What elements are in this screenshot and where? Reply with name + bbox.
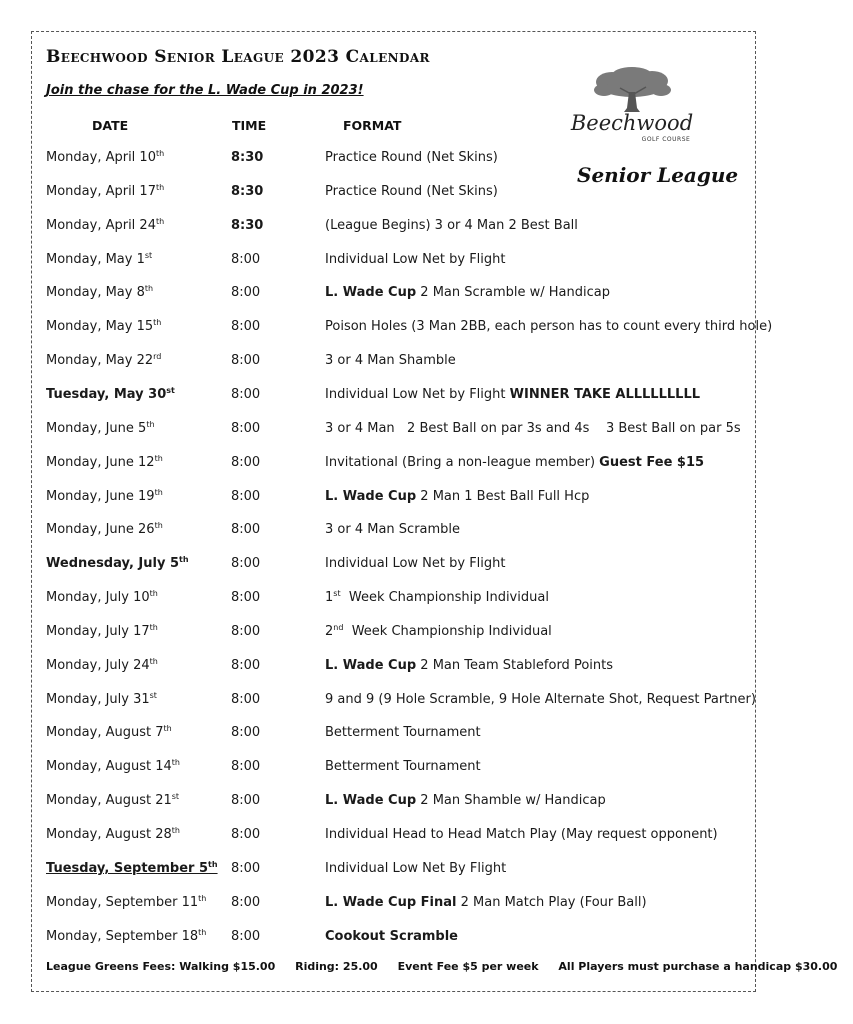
row-time: 8:00 xyxy=(231,657,261,673)
row-format: (League Begins) 3 or 4 Man 2 Best Ball xyxy=(325,217,578,233)
row-date: Monday, September 11th xyxy=(46,893,207,910)
row-time: 8:00 xyxy=(231,353,261,369)
schedule-row xyxy=(0,147,789,169)
row-format: 9 and 9 (9 Hole Scramble, 9 Hole Alternate Shot, Request Partner) xyxy=(325,691,756,707)
row-time: 8:00 xyxy=(231,793,261,809)
row-format: Individual Low Net by Flight WINNER TAKE ALLLLLLLLL xyxy=(325,386,701,402)
row-time: 8:00 xyxy=(231,623,261,639)
schedule-row xyxy=(0,722,789,744)
row-time: 8:00 xyxy=(231,928,261,944)
row-time: 8:00 xyxy=(231,420,261,436)
schedule-row xyxy=(0,553,789,575)
row-date: Monday, June 12th xyxy=(46,453,163,470)
column-header-time: TIME xyxy=(232,118,267,133)
row-time: 8:00 xyxy=(231,285,261,301)
row-date: Monday, April 10th xyxy=(46,149,165,165)
row-format: Invitational (Bring a non-league member) Guest Fee $15 xyxy=(325,454,705,470)
schedule-row xyxy=(0,926,789,948)
row-time: 8:00 xyxy=(231,860,261,876)
logo-tagline: GOLF COURSE xyxy=(641,136,691,143)
row-time: 8:30 xyxy=(231,183,264,199)
row-time: 8:00 xyxy=(231,251,261,267)
row-format: Poison Holes (3 Man 2BB, each person has to count every third hole) xyxy=(325,319,773,335)
row-format: L. Wade Cup 2 Man 1 Best Ball Full Hcp xyxy=(325,488,590,504)
row-date: Monday, June 26th xyxy=(46,521,163,538)
beechwood-logo xyxy=(560,62,700,144)
row-format: Individual Head to Head Match Play (May request opponent) xyxy=(325,827,718,842)
row-format: Practice Round (Net Skins) xyxy=(325,183,498,199)
row-format: L. Wade Cup Final 2 Man Match Play (Four Ball) xyxy=(325,894,647,910)
row-date: Monday, August 28th xyxy=(46,826,180,842)
row-format: Individual Low Net By Flight xyxy=(325,860,507,876)
row-format: Individual Low Net by Flight xyxy=(325,556,506,572)
row-format: 2nd Week Championship Individual xyxy=(325,622,552,639)
schedule-row xyxy=(0,655,789,677)
row-date: Tuesday, September 5th xyxy=(46,859,218,876)
row-format: 3 or 4 Man 2 Best Ball on par 3s and 4s 3 Best Ball on par 5s xyxy=(325,420,741,436)
row-date: Tuesday, May 30st xyxy=(46,385,175,402)
row-date: Monday, May 22rd xyxy=(46,352,162,369)
row-date: Monday, August 14th xyxy=(46,758,180,775)
row-format: Betterment Tournament xyxy=(325,759,481,775)
schedule-row xyxy=(0,418,789,440)
schedule-row xyxy=(0,350,789,372)
schedule-row xyxy=(0,249,789,271)
schedule-row xyxy=(0,689,789,711)
oak-tree-icon xyxy=(560,62,700,144)
row-format: Cookout Scramble xyxy=(325,928,459,944)
row-format: L. Wade Cup 2 Man Shamble w/ Handicap xyxy=(325,793,606,809)
schedule-row xyxy=(0,215,789,237)
schedule-row xyxy=(0,519,789,541)
schedule-row xyxy=(0,316,789,338)
footer-handicap-fee: All Players must purchase a handicap $30.00 xyxy=(558,960,838,973)
row-time: 8:00 xyxy=(231,522,261,538)
row-time: 8:00 xyxy=(231,691,261,707)
schedule-row xyxy=(0,790,789,812)
row-date: Monday, August 7th xyxy=(46,724,172,741)
page-subtitle: Join the chase for the L. Wade Cup in 2023! xyxy=(46,83,364,98)
row-time: 8:00 xyxy=(231,488,261,504)
row-format: L. Wade Cup 2 Man Scramble w/ Handicap xyxy=(325,285,610,301)
row-date: Monday, August 21st xyxy=(46,792,180,809)
row-date: Monday, April 24th xyxy=(46,216,165,233)
row-time: 8:30 xyxy=(231,217,264,233)
schedule-row xyxy=(0,486,789,508)
row-date: Monday, June 19th xyxy=(46,487,163,504)
fees-footer xyxy=(46,960,853,973)
row-format: Betterment Tournament xyxy=(325,725,481,741)
row-date: Monday, April 17th xyxy=(46,182,165,199)
schedule-row xyxy=(0,282,789,304)
row-date: Monday, July 31st xyxy=(46,690,157,707)
row-date: Monday, July 24th xyxy=(46,656,158,673)
footer-greens-fee: League Greens Fees: Walking $15.00 xyxy=(46,960,276,973)
row-time: 8:00 xyxy=(231,386,261,402)
row-time: 8:00 xyxy=(231,454,261,470)
row-time: 8:00 xyxy=(231,759,261,775)
schedule-row xyxy=(0,621,789,643)
page-title: Beechwood Senior League 2023 Calendar xyxy=(46,47,430,67)
row-date: Monday, May 15th xyxy=(46,318,162,335)
schedule-row xyxy=(0,858,789,880)
row-format: Individual Low Net by Flight xyxy=(325,251,506,267)
row-date: Monday, June 5th xyxy=(46,419,155,436)
row-time: 8:30 xyxy=(231,150,264,165)
row-format: L. Wade Cup 2 Man Team Stableford Points xyxy=(325,657,613,673)
logo-wordmark: Beechwood xyxy=(570,111,694,135)
row-time: 8:00 xyxy=(231,590,261,606)
row-date: Monday, July 17th xyxy=(46,622,158,639)
row-format: Practice Round (Net Skins) xyxy=(325,150,498,165)
row-time: 8:00 xyxy=(231,319,261,335)
league-label: Senior League xyxy=(577,163,739,187)
row-date: Monday, July 10th xyxy=(46,589,158,606)
schedule-row xyxy=(0,587,789,609)
row-time: 8:00 xyxy=(231,894,261,910)
column-header-date: DATE xyxy=(92,118,129,133)
row-time: 8:00 xyxy=(231,827,261,842)
schedule-row xyxy=(0,181,789,203)
schedule-row xyxy=(0,892,789,914)
row-time: 8:00 xyxy=(231,725,261,741)
row-time: 8:00 xyxy=(231,556,261,572)
footer-event-fee: Event Fee $5 per week xyxy=(397,960,539,973)
row-date: Wednesday, July 5th xyxy=(46,555,189,572)
column-header-format: FORMAT xyxy=(343,118,402,133)
schedule-row xyxy=(0,824,789,846)
schedule-row xyxy=(0,452,789,474)
footer-riding-fee: Riding: 25.00 xyxy=(295,960,378,973)
row-format: 3 or 4 Man Scramble xyxy=(325,522,461,538)
row-date: Monday, May 8th xyxy=(46,284,154,301)
row-date: Monday, May 1st xyxy=(46,250,153,267)
schedule-row xyxy=(0,384,789,406)
row-format: 3 or 4 Man Shamble xyxy=(325,353,456,369)
row-date: Monday, September 18th xyxy=(46,927,207,944)
row-format: 1st Week Championship Individual xyxy=(325,589,549,606)
schedule-row xyxy=(0,756,789,778)
